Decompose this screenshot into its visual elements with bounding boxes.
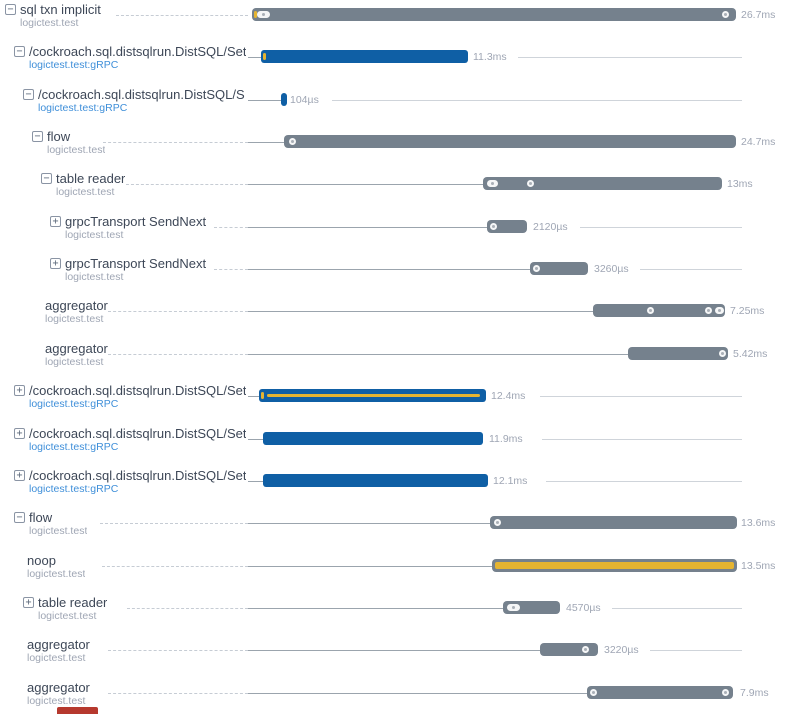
trail-connector-line xyxy=(640,269,742,270)
trace-span-row[interactable] xyxy=(0,469,786,511)
lead-connector-line xyxy=(248,269,530,270)
span-title: table reader xyxy=(38,595,108,610)
span-duration-bar[interactable] xyxy=(263,474,488,487)
span-duration-label: 13ms xyxy=(727,178,753,190)
span-duration-label: 3260µs xyxy=(594,263,629,275)
log-event-marker-icon xyxy=(590,689,597,696)
lead-connector-line xyxy=(248,396,259,397)
trace-span-row[interactable] xyxy=(0,215,786,257)
span-labels xyxy=(27,637,90,664)
span-duration-label: 26.7ms xyxy=(741,9,776,21)
log-event-marker-icon xyxy=(487,180,498,187)
lead-connector-line xyxy=(248,100,281,101)
span-duration-bar[interactable] xyxy=(259,389,486,402)
dashed-connector-line xyxy=(116,15,248,16)
span-title: /cockroach.sql.distsqlrun.DistSQL/Set xyxy=(29,426,247,441)
trace-span-row[interactable] xyxy=(0,384,786,426)
log-event-marker-icon xyxy=(507,604,520,611)
dashed-connector-line xyxy=(108,693,248,694)
dashed-connector-line xyxy=(103,142,248,143)
log-event-marker-icon xyxy=(722,11,729,18)
collapse-icon[interactable]: − xyxy=(41,173,52,184)
lead-connector-line xyxy=(248,481,263,482)
span-subtitle: logictest.test xyxy=(27,652,86,664)
span-duration-bar[interactable] xyxy=(540,643,598,656)
lead-connector-line xyxy=(248,608,503,609)
span-labels xyxy=(29,510,87,537)
span-duration-label: 2120µs xyxy=(533,221,568,233)
start-event-tick-icon xyxy=(261,392,264,399)
log-event-marker-icon xyxy=(490,223,497,230)
trace-span-row[interactable] xyxy=(0,88,786,130)
start-event-tick-icon xyxy=(263,53,266,60)
lead-connector-line xyxy=(248,184,483,185)
lead-connector-line xyxy=(248,566,492,567)
span-subtitle: logictest.test:gRPC xyxy=(29,441,119,453)
expand-icon[interactable]: + xyxy=(50,258,61,269)
span-labels xyxy=(29,44,246,71)
span-title: noop xyxy=(27,553,56,568)
span-duration-bar[interactable] xyxy=(487,220,527,233)
log-event-marker-icon xyxy=(715,307,724,314)
span-duration-bar[interactable] xyxy=(281,93,287,106)
span-title: /cockroach.sql.distsqlrun.DistSQL/Set xyxy=(29,468,247,483)
log-event-marker-icon xyxy=(533,265,540,272)
span-labels xyxy=(27,553,85,580)
span-duration-bar[interactable] xyxy=(593,304,725,317)
log-event-marker-icon xyxy=(719,350,726,357)
dashed-connector-line xyxy=(102,566,248,567)
collapse-icon[interactable]: − xyxy=(14,46,25,57)
trail-connector-line xyxy=(332,100,742,101)
dashed-connector-line xyxy=(214,227,248,228)
span-labels xyxy=(47,129,105,156)
collapse-icon[interactable]: − xyxy=(23,89,34,100)
span-title: aggregator xyxy=(45,298,108,313)
dashed-connector-line xyxy=(127,608,248,609)
trace-span-row[interactable] xyxy=(0,130,786,172)
span-labels xyxy=(65,214,206,241)
expand-icon[interactable]: + xyxy=(14,470,25,481)
collapse-icon[interactable]: − xyxy=(32,131,43,142)
dashed-connector-line xyxy=(108,650,248,651)
dashed-connector-line xyxy=(214,269,248,270)
highlight-stripe xyxy=(267,394,480,397)
span-duration-label: 4570µs xyxy=(566,602,601,614)
span-duration-bar[interactable] xyxy=(483,177,722,190)
span-title: /cockroach.sql.distsqlrun.DistSQL/Set xyxy=(29,44,247,59)
span-duration-bar[interactable] xyxy=(503,601,560,614)
trace-span-row[interactable] xyxy=(0,45,786,87)
trail-connector-line xyxy=(518,57,742,58)
highlight-stripe xyxy=(495,562,734,569)
span-duration-label: 13.6ms xyxy=(741,517,776,529)
span-subtitle: logictest.test:gRPC xyxy=(29,398,119,410)
trace-span-row[interactable] xyxy=(0,554,786,596)
span-title: table reader xyxy=(56,171,126,186)
trace-span-row[interactable] xyxy=(0,342,786,384)
log-event-marker-icon xyxy=(257,11,270,18)
trace-span-row[interactable] xyxy=(0,638,786,680)
expand-icon[interactable]: + xyxy=(14,385,25,396)
span-duration-label: 3220µs xyxy=(604,644,639,656)
span-duration-label: 13.5ms xyxy=(741,560,776,572)
expand-icon[interactable]: + xyxy=(50,216,61,227)
trail-connector-line xyxy=(540,396,742,397)
lead-connector-line xyxy=(248,693,587,694)
span-labels xyxy=(29,468,246,495)
trace-span-row[interactable] xyxy=(0,3,786,45)
span-title: /cockroach.sql.distsqlrun.DistSQL/Set xyxy=(29,383,247,398)
trace-span-row[interactable] xyxy=(0,427,786,469)
span-subtitle: logictest.test xyxy=(29,525,88,537)
span-duration-label: 104µs xyxy=(290,94,319,106)
trail-connector-line xyxy=(542,439,742,440)
trail-connector-line xyxy=(580,227,742,228)
lead-connector-line xyxy=(248,523,490,524)
span-title: flow xyxy=(47,129,71,144)
span-labels xyxy=(45,341,108,368)
lead-connector-line xyxy=(248,439,263,440)
collapse-icon[interactable]: − xyxy=(5,4,16,15)
span-title: aggregator xyxy=(27,680,90,695)
span-duration-label: 24.7ms xyxy=(741,136,776,148)
lead-connector-line xyxy=(248,311,593,312)
span-subtitle: logictest.test:gRPC xyxy=(29,59,119,71)
dashed-connector-line xyxy=(108,354,248,355)
span-subtitle: logictest.test xyxy=(65,229,124,241)
span-title: flow xyxy=(29,510,53,525)
dashed-connector-line xyxy=(126,184,248,185)
span-subtitle: logictest.test xyxy=(47,144,106,156)
span-title: grpcTransport SendNext xyxy=(65,256,207,271)
span-labels xyxy=(29,383,246,410)
span-duration-bar[interactable] xyxy=(490,516,737,529)
trace-span-row[interactable] xyxy=(0,596,786,638)
span-labels xyxy=(27,680,90,707)
span-duration-label: 12.4ms xyxy=(491,390,526,402)
span-labels xyxy=(56,171,125,198)
lead-connector-line xyxy=(248,142,284,143)
log-event-marker-icon xyxy=(494,519,501,526)
span-labels xyxy=(45,298,108,325)
span-subtitle: logictest.test xyxy=(27,568,86,580)
trail-connector-line xyxy=(612,608,742,609)
span-duration-label: 12.1ms xyxy=(493,475,528,487)
span-subtitle: logictest.test:gRPC xyxy=(29,483,119,495)
span-duration-bar[interactable] xyxy=(284,135,736,148)
trace-span-row[interactable] xyxy=(0,511,786,553)
span-title: /cockroach.sql.distsqlrun.DistSQL/S xyxy=(38,87,245,102)
trace-span-row[interactable] xyxy=(0,257,786,299)
span-labels xyxy=(38,595,107,622)
span-duration-label: 11.3ms xyxy=(473,51,507,63)
span-labels xyxy=(65,256,206,283)
span-subtitle: logictest.test xyxy=(45,356,104,368)
span-duration-bar[interactable] xyxy=(261,50,468,63)
lead-connector-line xyxy=(248,227,487,228)
log-event-marker-icon xyxy=(647,307,654,314)
span-subtitle: logictest.test xyxy=(56,186,115,198)
span-duration-bar[interactable] xyxy=(492,559,737,572)
span-labels xyxy=(38,87,245,114)
span-duration-label: 11.9ms xyxy=(489,433,523,445)
span-duration-label: 7.25ms xyxy=(730,305,765,317)
lead-connector-line xyxy=(248,354,628,355)
span-duration-bar[interactable] xyxy=(587,686,733,699)
trace-span-row[interactable] xyxy=(0,299,786,341)
trail-connector-line xyxy=(650,650,742,651)
span-subtitle: logictest.test xyxy=(20,17,79,29)
span-subtitle: logictest.test xyxy=(38,610,97,622)
dashed-connector-line xyxy=(100,523,248,524)
lead-connector-line xyxy=(248,57,261,58)
span-subtitle: logictest.test xyxy=(27,695,86,707)
trail-connector-line xyxy=(546,481,742,482)
trace-span-row[interactable] xyxy=(0,681,786,714)
span-subtitle: logictest.test xyxy=(65,271,124,283)
log-event-marker-icon xyxy=(289,138,296,145)
log-event-marker-icon xyxy=(582,646,589,653)
span-duration-bar[interactable] xyxy=(530,262,588,275)
span-duration-label: 7.9ms xyxy=(740,687,769,699)
span-labels xyxy=(20,2,101,29)
log-event-marker-icon xyxy=(705,307,712,314)
span-subtitle: logictest.test:gRPC xyxy=(38,102,128,114)
expand-icon[interactable]: + xyxy=(23,597,34,608)
span-title: aggregator xyxy=(27,637,90,652)
trace-span-row[interactable] xyxy=(0,172,786,214)
span-duration-bar[interactable] xyxy=(252,8,736,21)
log-event-marker-icon xyxy=(527,180,534,187)
span-duration-bar[interactable] xyxy=(628,347,728,360)
span-title: aggregator xyxy=(45,341,108,356)
span-duration-bar[interactable] xyxy=(263,432,483,445)
log-event-marker-icon xyxy=(722,689,729,696)
span-title: grpcTransport SendNext xyxy=(65,214,207,229)
lead-connector-line xyxy=(248,650,540,651)
collapse-icon[interactable]: − xyxy=(14,512,25,523)
expand-icon[interactable]: + xyxy=(14,428,25,439)
span-title: sql txn implicit xyxy=(20,2,101,17)
span-subtitle: logictest.test xyxy=(45,313,104,325)
span-duration-label: 5.42ms xyxy=(733,348,768,360)
dashed-connector-line xyxy=(108,311,248,312)
span-labels xyxy=(29,426,246,453)
